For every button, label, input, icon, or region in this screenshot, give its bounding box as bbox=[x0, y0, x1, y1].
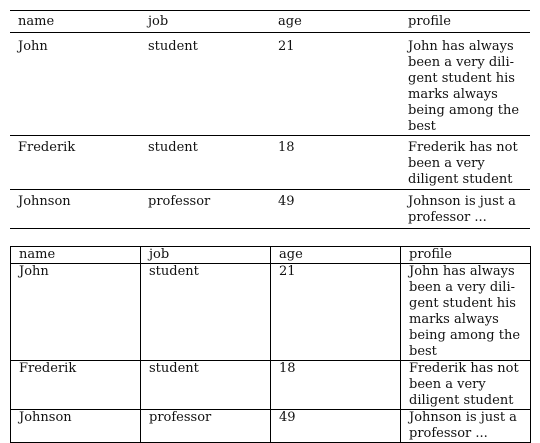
cell-age: 18 bbox=[270, 136, 400, 190]
grid-table bbox=[10, 246, 531, 443]
header-age: age bbox=[271, 247, 401, 264]
header-age: age bbox=[270, 11, 400, 33]
cell-age: 49 bbox=[271, 410, 401, 443]
cell-age: 21 bbox=[278, 39, 295, 54]
cell-name: Frederik bbox=[11, 361, 141, 410]
cell-profile: John has always been a very dili- gent student his marks always being among the best bbox=[401, 264, 531, 361]
cell-name: Frederik bbox=[10, 136, 140, 190]
cell-job: student bbox=[141, 264, 271, 361]
cell-profile: Johnson is just a professor ... bbox=[401, 410, 531, 443]
header-profile: profile bbox=[400, 11, 530, 33]
cell-profile: Frederik has not been a very diligent student bbox=[401, 361, 531, 410]
booktabs-table bbox=[10, 10, 530, 229]
cell-job: professor bbox=[141, 410, 271, 443]
header-row bbox=[11, 247, 531, 264]
table-row bbox=[11, 410, 531, 443]
cell-profile: Frederik has not been a very diligent student bbox=[400, 136, 530, 190]
header-job: job bbox=[141, 247, 271, 264]
cell-name: Johnson bbox=[10, 190, 140, 229]
cell-job: professor bbox=[140, 190, 270, 229]
header-row bbox=[10, 11, 530, 33]
cell-job: student bbox=[140, 136, 270, 190]
cell-name: John bbox=[11, 264, 141, 361]
cell-profile: John has always been a very dili- gent student his marks always being among the best bbox=[408, 39, 520, 134]
table-row bbox=[10, 190, 530, 229]
cell-name: Johnson bbox=[11, 410, 141, 443]
cell-age: 18 bbox=[271, 361, 401, 410]
table-row bbox=[11, 361, 531, 410]
header-name: name bbox=[10, 11, 140, 33]
table-row bbox=[11, 264, 531, 361]
header-name: name bbox=[11, 247, 141, 264]
table-row bbox=[10, 136, 530, 190]
table-row bbox=[10, 33, 530, 136]
cell-age: 21 bbox=[271, 264, 401, 361]
cell-job: student bbox=[141, 361, 271, 410]
cell-name: John bbox=[18, 39, 48, 54]
header-profile: profile bbox=[401, 247, 531, 264]
cell-profile: Johnson is just a professor ... bbox=[400, 190, 530, 229]
cell-job: student bbox=[148, 39, 198, 54]
cell-age: 49 bbox=[270, 190, 400, 229]
header-job: job bbox=[140, 11, 270, 33]
